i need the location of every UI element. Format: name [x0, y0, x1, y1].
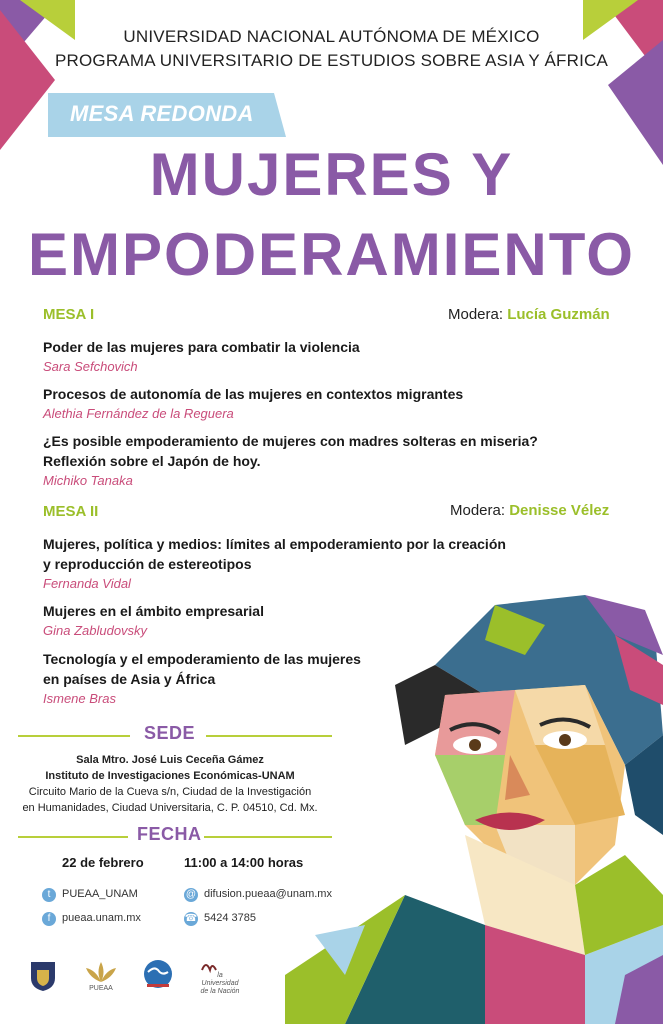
mesa-2-heading: MESA II [43, 503, 99, 520]
unam-tagline [198, 972, 242, 996]
speaker-name: Michiko Tanaka [43, 473, 133, 488]
fecha-heading: FECHA [137, 824, 202, 844]
talk-title-line-2: Reflexión sobre el Japón de hoy. [43, 453, 261, 469]
talk-title-line-2: en países de Asia y África [43, 671, 216, 687]
modera-label: Modera: [448, 306, 504, 323]
title-line-1: MUJERES Y [149, 141, 514, 208]
venue-institute: Instituto de Investigaciones Económicas-UNAM [45, 770, 295, 782]
title-line-2: EMPODERAMIENTO [28, 221, 635, 288]
website[interactable]: pueaa.unam.mx [62, 912, 141, 924]
divider-line [18, 836, 128, 838]
woman-portrait-illustration [285, 595, 663, 1024]
divider-line [18, 735, 130, 737]
twitter-icon: t [42, 888, 56, 902]
twitter-handle[interactable]: PUEAA_UNAM [62, 888, 138, 900]
talk-title-line-2: y reproducción de estereotipos [43, 556, 252, 572]
speaker-name: Alethia Fernández de la Reguera [43, 406, 234, 421]
mesa-1-heading: MESA I [43, 306, 95, 323]
venue-address-2: en Humanidades, Ciudad Universitaria, C. P. 04510, Cd. Mx. [22, 802, 318, 814]
unam-tagline-line-1: la Universidad [201, 972, 239, 987]
globe-logo [142, 958, 174, 990]
moderator-name: Lucía Guzmán [507, 306, 610, 323]
talk-title: Mujeres en el ámbito empresarial [43, 603, 264, 619]
venue-room: Sala Mtro. José Luis Ceceña Gámez [76, 754, 264, 766]
speaker-name: Fernanda Vidal [43, 576, 131, 591]
unam-crest-logo [28, 960, 58, 992]
email-icon: @ [185, 889, 197, 900]
sede-heading: SEDE [144, 723, 196, 743]
university-name: UNIVERSIDAD NACIONAL AUTÓNOMA DE MÉXICO [123, 27, 540, 46]
phone-icon: ☎ [184, 913, 198, 924]
talk-title-line-1: ¿Es posible empoderamiento de mujeres con madres solteras en miseria? [43, 433, 538, 449]
banner-label: MESA REDONDA [70, 101, 254, 126]
modera-label: Modera: [450, 502, 506, 519]
unam-tagline-line-2: de la Nación [200, 988, 240, 995]
venue-address-1: Circuito Mario de la Cueva s/n, Ciudad de la Investigación [28, 786, 312, 798]
speaker-name: Ismene Bras [43, 691, 116, 706]
talk-title-line-1: Mujeres, política y medios: límites al empoderamiento por la creación [43, 536, 506, 552]
event-time: 11:00 a 14:00 horas [184, 855, 304, 870]
talk-title-line-1: Tecnología y el empoderamiento de las mujeres [43, 651, 361, 667]
program-name: PROGRAMA UNIVERSITARIO DE ESTUDIOS SOBRE ASIA Y ÁFRICA [54, 51, 609, 70]
email-address[interactable]: difusion.pueaa@unam.mx [204, 888, 332, 900]
mesa-2-moderator [450, 502, 609, 519]
facebook-icon: f [42, 912, 56, 926]
event-date: 22 de febrero [62, 855, 144, 870]
moderator-name: Denisse Vélez [509, 502, 610, 519]
pueaa-lotus-logo [84, 960, 118, 984]
speaker-name: Sara Sefchovich [43, 359, 138, 374]
talk-title: Procesos de autonomía de las mujeres en contextos migrantes [43, 386, 464, 402]
pueaa-logo-text: PUEAA [89, 985, 113, 992]
speaker-name: Gina Zabludovsky [43, 623, 148, 638]
mesa-1-moderator [448, 306, 610, 323]
phone-number: 5424 3785 [204, 912, 256, 924]
talk-title: Poder de las mujeres para combatir la violencia [43, 339, 360, 355]
